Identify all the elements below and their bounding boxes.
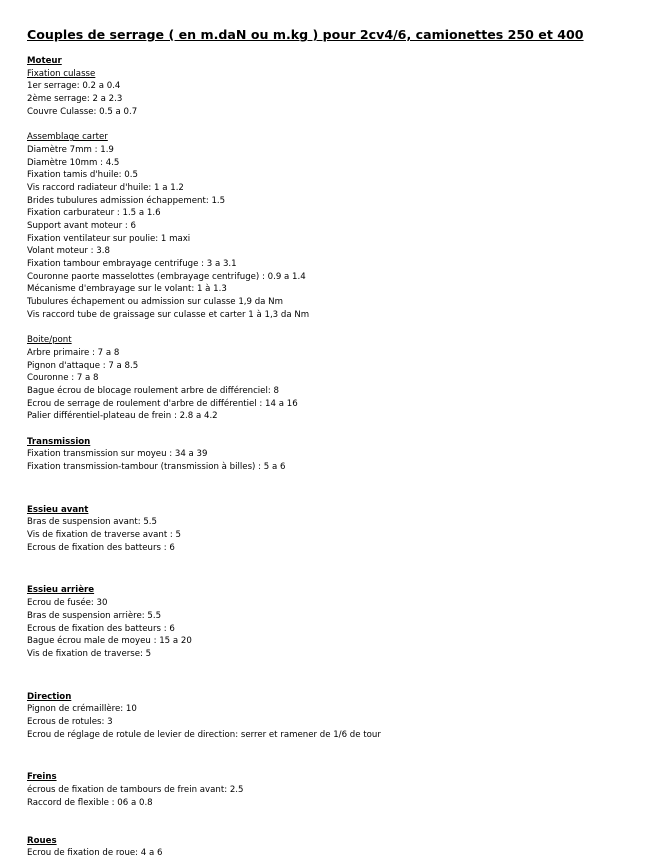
spec-line: Bras de suspension arrière: 5.5 [27, 610, 162, 621]
spec-line: Ecrou de fusée: 30 [27, 598, 108, 609]
spec-line: Diamètre 7mm : 1.9 [27, 144, 114, 155]
spec-line: Raccord de flexible : 06 a 0.8 [27, 797, 153, 808]
section-freins [27, 771, 637, 809]
section-title-essieu-avant: Essieu avant [27, 504, 89, 515]
spec-line: Diamètre 10mm : 4.5 [27, 157, 120, 168]
spec-line: Couvre Culasse: 0.5 a 0.7 [27, 106, 138, 117]
spec-line: Fixation transmission sur moyeu : 34 a 39 [27, 449, 208, 460]
spec-line: Arbre primaire : 7 a 8 [27, 347, 120, 358]
spec-line: Pignon de crémaillère: 10 [27, 704, 137, 715]
section-transmission [27, 436, 637, 474]
section-title-direction: Direction [27, 691, 72, 702]
subsection-title-fixation-culasse: Fixation culasse [27, 68, 96, 79]
spec-line: Couronne : 7 a 8 [27, 373, 99, 384]
section-roues [27, 835, 637, 860]
spec-line: Mécanisme d'embrayage sur le volant: 1 à 1.3 [27, 284, 227, 295]
spec-line: Ecrou de réglage de rotule de levier de direction: serrer et ramener de 1/6 de tour [27, 729, 381, 740]
document-title: Couples de serrage ( en m.daN ou m.kg ) pour 2cv4/6, camionettes 250 et 400 [27, 27, 584, 42]
section-title-roues: Roues [27, 835, 57, 846]
section-moteur [27, 55, 637, 321]
spec-line: 1er serrage: 0.2 a 0.4 [27, 81, 121, 92]
spec-line: Vis de fixation de traverse avant : 5 [27, 530, 182, 541]
spec-line: Brides tubulures admission échappement: 1.5 [27, 195, 226, 206]
spec-line: Couronne paorte masselottes (embrayage centrifuge) : 0.9 a 1.4 [27, 271, 306, 282]
spec-line: Ecrous de rotules: 3 [27, 716, 113, 727]
spec-line: Fixation carburateur : 1.5 a 1.6 [27, 208, 161, 219]
spec-line: Vis raccord tube de graissage sur culasse et carter 1 à 1,3 da Nm [27, 309, 310, 320]
section-title-transmission: Transmission [27, 436, 91, 447]
section-title-moteur: Moteur [27, 56, 62, 66]
spec-line: Fixation tamis d'huile: 0.5 [27, 170, 138, 181]
spec-line: Bras de suspension avant: 5.5 [27, 517, 157, 528]
section-boite-pont [27, 334, 637, 423]
section-direction [27, 691, 637, 742]
spec-line: Volant moteur : 3.8 [27, 246, 110, 257]
spec-line: Ecrou de fixation de roue: 4 a 6 [27, 848, 163, 859]
spec-line: Ecrous de fixation des batteurs : 6 [27, 623, 175, 634]
spec-line: Vis raccord radiateur d'huile: 1 a 1.2 [27, 182, 184, 193]
spec-line: Palier différentiel-plateau de frein : 2.8 a 4.2 [27, 411, 218, 422]
spec-line: Tubulures échapement ou admission sur culasse 1,9 da Nm [27, 297, 283, 308]
spec-line: Ecrous de fixation des batteurs : 6 [27, 542, 175, 553]
section-title-essieu-arriere: Essieu arrière [27, 585, 95, 596]
spec-line: Ecrou de serrage de roulement d'arbre de différentiel : 14 a 16 [27, 398, 298, 409]
spec-line: Bague écrou male de moyeu : 15 a 20 [27, 636, 192, 647]
spec-line: Support avant moteur : 6 [27, 220, 136, 231]
document [27, 28, 637, 860]
spec-line: 2ème serrage: 2 a 2.3 [27, 94, 123, 105]
spec-line: Fixation transmission-tambour (transmission à billes) : 5 a 6 [27, 462, 286, 472]
spec-line: Fixation ventilateur sur poulie: 1 maxi [27, 233, 191, 244]
subsection-title-assemblage-carter: Assemblage carter [27, 132, 108, 143]
spec-line: Pignon d'attaque : 7 a 8.5 [27, 360, 139, 371]
section-essieu-avant [27, 504, 637, 555]
spec-line: écrous de fixation de tambours de frein avant: 2.5 [27, 785, 244, 795]
section-title-boite-pont: Boite/pont [27, 335, 72, 346]
spec-line: Vis de fixation de traverse: 5 [27, 648, 152, 659]
section-essieu-arriere [27, 584, 637, 660]
spec-line: Bague écrou de blocage roulement arbre de différenciel: 8 [27, 385, 279, 396]
section-title-freins: Freins [27, 772, 57, 783]
spec-line: Fixation tambour embrayage centrifuge : 3 a 3.1 [27, 259, 237, 269]
